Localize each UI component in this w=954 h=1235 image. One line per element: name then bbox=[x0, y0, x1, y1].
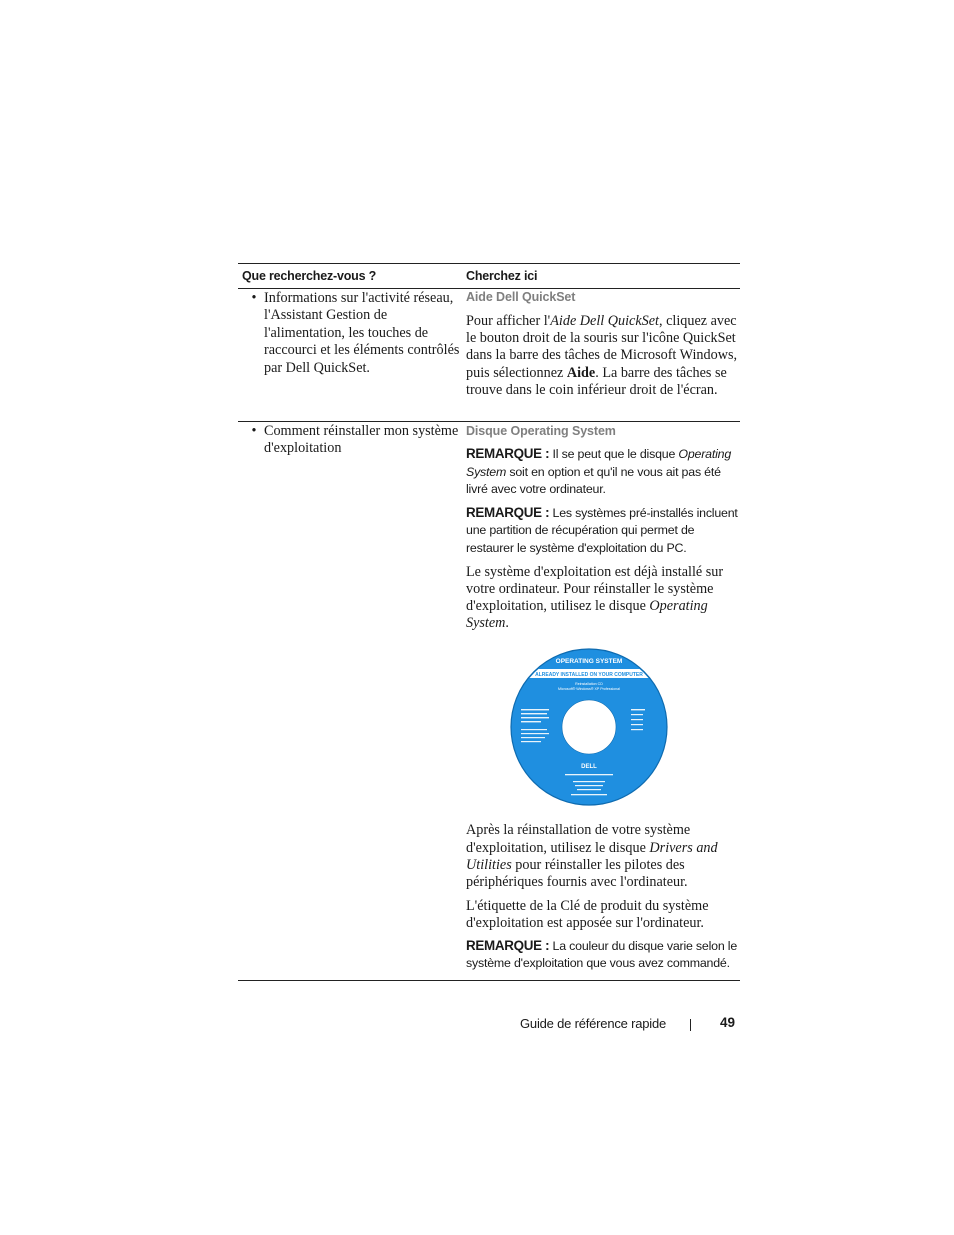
note: REMARQUE : Les systèmes pré-installés incluent une partition de récupération qui permet de restaurer le système d'exploitation du PC. bbox=[466, 504, 738, 555]
bullet-icon: • bbox=[251, 290, 257, 306]
paragraph: Pour afficher l'Aide Dell QuickSet, cliquez avec le bouton droit de la souris sur l'icône QuickSet dans la barre des tâches de Microsoft Windows, puis sélectionnez Aide. La barre des tâches se trouve dans le coin inférieur droit de l'écran. bbox=[466, 313, 738, 398]
bullet-text: Comment réinstaller mon système d'exploitation bbox=[264, 423, 459, 457]
footer-separator bbox=[690, 1019, 691, 1031]
paragraph: Le système d'exploitation est déjà installé sur votre ordinateur. Pour réinstaller le système d'exploitation, utilisez le disque Operating System. bbox=[466, 563, 724, 632]
cd-top-label: OPERATING SYSTEM bbox=[555, 658, 623, 666]
table-row bbox=[238, 422, 740, 981]
bullet-text: Informations sur l'activité réseau, l'Assistant Gestion de l'alimentation, les touches de raccourci et les éléments contrôlés par Dell QuickSet. bbox=[264, 290, 460, 376]
paragraph: L'étiquette de la Clé de produit du système d'exploitation est apposée sur l'ordinateur. bbox=[466, 898, 709, 932]
table-row bbox=[238, 289, 740, 422]
note-label: REMARQUE : bbox=[466, 446, 550, 461]
reference-table bbox=[238, 263, 740, 981]
cd-band-label: ALREADY INSTALLED ON YOUR COMPUTER bbox=[535, 672, 643, 679]
note: REMARQUE : La couleur du disque varie selon le système d'exploitation que vous avez commandé. bbox=[466, 937, 738, 971]
header-left: Que recherchez-vous ? bbox=[242, 269, 377, 283]
page-footer bbox=[0, 1014, 954, 1034]
cd-line1: Reinstallation CD bbox=[575, 682, 603, 687]
bullet-icon: • bbox=[251, 423, 257, 439]
operating-system-cd-image bbox=[509, 647, 669, 807]
paragraph: Après la réinstallation de votre système d'exploitation, utilisez le disque Drivers and Utilities pour réinstaller les pilotes des périphériques fournis avec l'ordinateur. bbox=[466, 822, 718, 890]
list-item bbox=[242, 290, 466, 377]
cd-figure bbox=[466, 647, 740, 812]
table-header bbox=[238, 264, 740, 289]
page-number: 49 bbox=[720, 1015, 736, 1030]
note: REMARQUE : Il se peut que le disque Operating System soit en option et qu'il ne vous ait pas été livré avec votre ordinateur. bbox=[466, 446, 732, 497]
section-title: Aide Dell QuickSet bbox=[466, 290, 576, 304]
note-label: REMARQUE : bbox=[466, 504, 550, 520]
section-title: Disque Operating System bbox=[466, 424, 616, 438]
dell-logo: DELL bbox=[581, 764, 597, 771]
footer-title: Guide de référence rapide bbox=[520, 1016, 667, 1031]
cd-line2: Microsoft® Windows® XP Professional bbox=[558, 687, 620, 692]
list-item bbox=[242, 423, 466, 458]
note-label: REMARQUE : bbox=[466, 937, 550, 953]
header-right: Cherchez ici bbox=[466, 269, 538, 283]
